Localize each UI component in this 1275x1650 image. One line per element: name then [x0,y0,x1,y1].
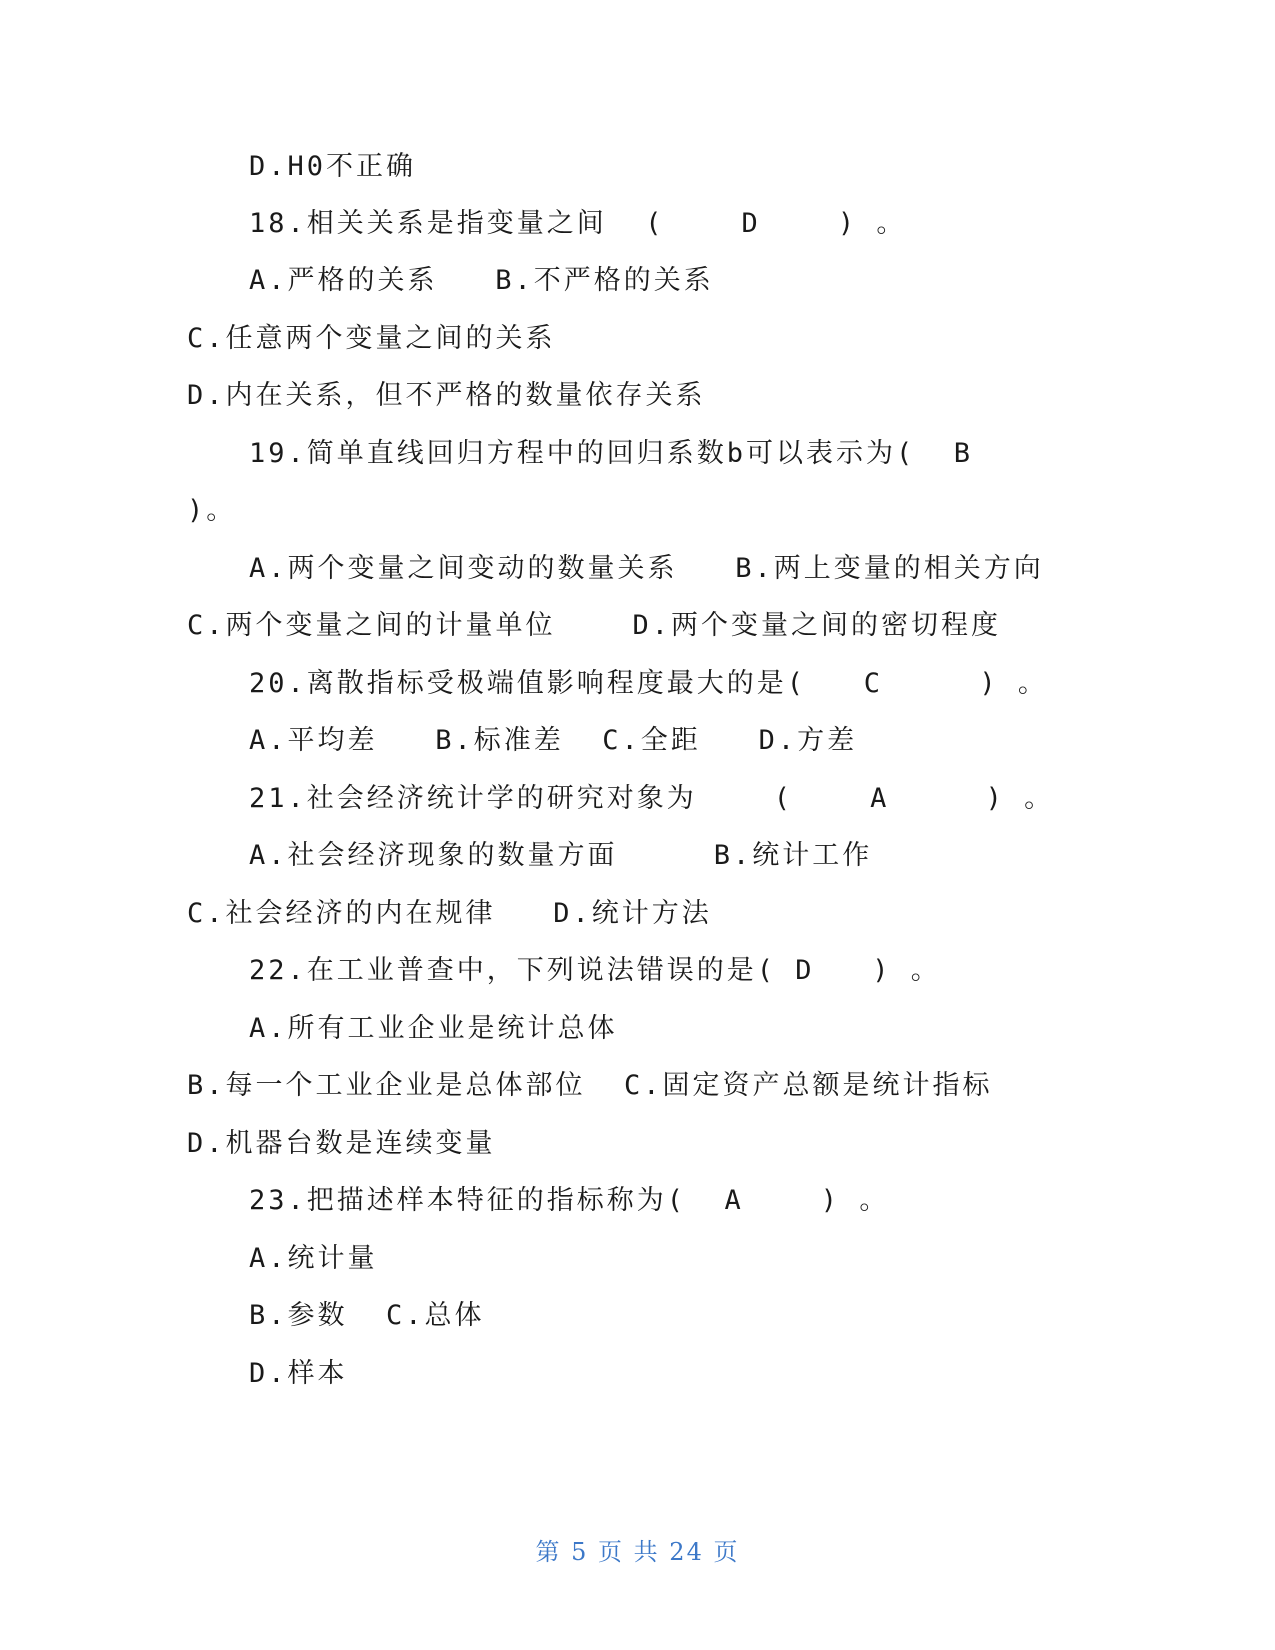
option-23-a: A.统计量 [249,1243,378,1274]
options-23-bc: B.参数 C.总体 [249,1300,485,1331]
options-19-cd: C.两个变量之间的计量单位 D.两个变量之间的密切程度 [187,610,1002,641]
question-23: 23.把描述样本特征的指标称为( A ) 。 [249,1185,890,1216]
option-22-d: D.机器台数是连续变量 [187,1128,496,1159]
option-23-d: D.样本 [249,1358,348,1389]
options-22-bc: B.每一个工业企业是总体部位 C.固定资产总额是统计指标 [187,1070,993,1101]
page-footer: 第 5 页 共 24 页 [535,1538,740,1566]
option-22-a: A.所有工业企业是统计总体 [249,1013,618,1044]
option-18-c: C.任意两个变量之间的关系 [187,323,556,354]
options-18-ab: A.严格的关系 B.不严格的关系 [249,265,714,296]
question-18: 18.相关关系是指变量之间 ( D ) 。 [249,208,907,239]
question-19-end: )。 [187,495,237,526]
question-19: 19.简单直线回归方程中的回归系数b可以表示为( B [249,438,974,469]
options-19-ab: A.两个变量之间变动的数量关系 B.两上变量的相关方向 [249,553,1044,584]
question-21: 21.社会经济统计学的研究对象为 ( A ) 。 [249,783,1055,814]
options-21-cd: C.社会经济的内在规律 D.统计方法 [187,898,712,929]
option-d-17: D.H0不正确 [249,151,417,182]
options-20: A.平均差 B.标准差 C.全距 D.方差 [249,725,858,756]
question-20: 20.离散指标受极端值影响程度最大的是( C ) 。 [249,668,1048,699]
option-18-d: D.内在关系，但不严格的数量依存关系 [187,380,706,411]
question-22: 22.在工业普查中，下列说法错误的是( D ) 。 [249,955,941,986]
options-21-ab: A.社会经济现象的数量方面 B.统计工作 [249,840,873,871]
